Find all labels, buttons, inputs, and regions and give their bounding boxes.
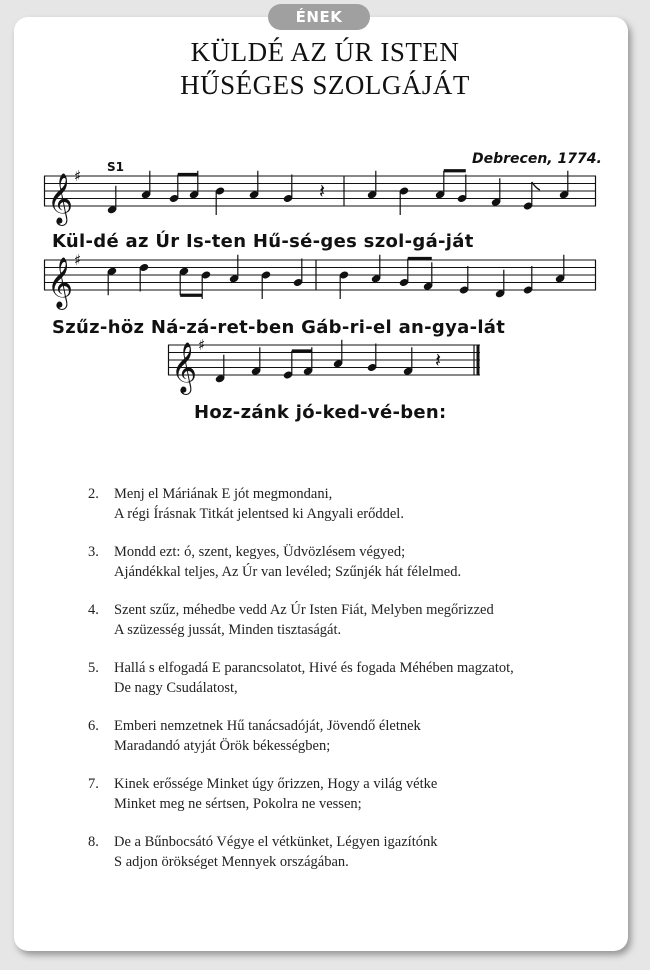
verse-line: Maradandó atyját Örök békességben; [114,738,331,754]
verse-line: Mondd ezt: ó, szent, kegyes, Üdvözlésem végyed; [114,544,406,560]
treble-clef: 𝄞 [47,257,74,308]
section-tab: ÉNEK [268,4,370,30]
treble-clef: 𝄞 [47,173,74,224]
lyrics-line-2: Szűz-höz Ná-zá-ret-ben Gáb-ri-el an-gya-lát [52,317,506,338]
treble-clef: 𝄞 [171,342,198,393]
verse-line: De nagy Csudálatost, [114,680,238,696]
key-sharp: ♯ [198,336,206,354]
verse [88,832,608,872]
verse-number: 2. [88,486,99,502]
verse-number: 4. [88,602,99,618]
verse-number: 5. [88,660,99,676]
verse-line: Ajándékkal teljes, Az Úr van levéled; Szűnjék hát félelmed. [114,564,462,580]
verse-number: 7. [88,776,99,792]
verse-line: A régi Írásnak Titkát jelentsed ki Angyali erőddel. [114,506,404,522]
verse-line: Menj el Máriának E jót megmondani, [114,486,333,502]
verse-line: A szüzesség jussát, Minden tisztaságát. [114,622,342,638]
music-staff-2 [44,252,604,312]
song-title-line1: KÜLDÉ AZ ÚR ISTEN [190,37,460,67]
verse-line: S adjon örökséget Mennyek országában. [114,854,349,870]
song-title-line2: HŰSÉGES SZOLGÁJÁT [180,70,470,100]
verse [88,600,608,640]
quarter-rest: 𝄽 [435,348,442,372]
verse-line: Minket meg ne sértsen, Pokolra ne vessen; [114,796,362,812]
verse-number: 3. [88,544,99,560]
verse [88,716,608,756]
verse-line: Hallá s elfogadá E parancsolatot, Hivé és fogada Méhében magzatot, [114,660,514,676]
song-title [0,36,650,102]
lyrics-line-1: Kül-dé az Úr Is-ten Hű-sé-ges szol-gá-ját [52,231,474,252]
section-mark: S1 [107,160,124,174]
verse [88,484,608,524]
verse-line: Emberi nemzetnek Hű tanácsadóját, Jövendő életnek [114,718,421,734]
verse [88,774,608,814]
verse [88,658,608,698]
verse-number: 6. [88,718,99,734]
quarter-rest: 𝄽 [319,179,326,203]
song-origin: Debrecen, 1774. [472,151,602,167]
music-staff-3 [168,337,488,397]
verse-line: Szent szűz, méhedbe vedd Az Úr Isten Fiát, Melyben megőrizzed [114,602,494,618]
music-staff-1 [44,168,604,228]
verse-line: Kinek erőssége Minket úgy őrizzen, Hogy a világ vétke [114,776,438,792]
verse [88,542,608,582]
key-sharp: ♯ [74,167,82,185]
key-sharp: ♯ [74,251,82,269]
verse-number: 8. [88,834,99,850]
verse-list [88,484,608,890]
lyrics-line-3: Hoz-zánk jó-ked-vé-ben: [194,402,447,423]
verse-line: De a Bűnbocsátó Végye el vétkünket, Légyen igazítónk [114,834,438,850]
